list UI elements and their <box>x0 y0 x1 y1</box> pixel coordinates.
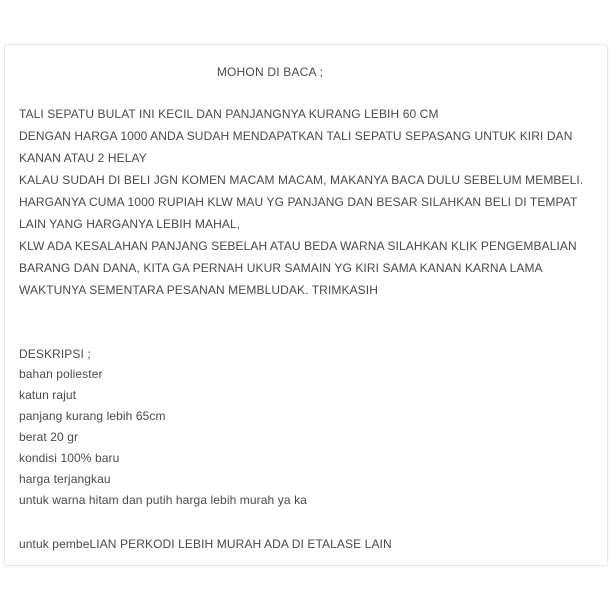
description-line: harga terjangkau <box>19 472 111 486</box>
notice-line: KLW ADA KESALAHAN PANJANG SEBELAH ATAU BEDA WARNA SILAHKAN KLIK PENGEMBALIAN <box>19 239 577 253</box>
footer-note: untuk pembeLIAN PERKODI LEBIH MURAH ADA DI ETALASE LAIN <box>19 537 392 551</box>
description-line: kondisi 100% baru <box>19 451 120 465</box>
notice-line: KALAU SUDAH DI BELI JGN KOMEN MACAM MACAM, MAKANYA BACA DULU SEBELUM MEMBELI. <box>19 173 584 187</box>
notice-line: WAKTUNYA SEMENTARA PESANAN MEMBLUDAK. TRIMKASIH <box>19 283 378 297</box>
notice-line: BARANG DAN DANA, KITA GA PERNAH UKUR SAMAIN YG KIRI SAMA KANAN KARNA LAMA <box>19 261 543 275</box>
notice-line: TALI SEPATU BULAT INI KECIL DAN PANJANGNYA KURANG LEBIH 60 CM <box>19 107 439 121</box>
description-line: bahan poliester <box>19 367 103 381</box>
description-line: katun rajut <box>19 388 77 402</box>
description-line: berat 20 gr <box>19 430 79 444</box>
notice-line: DENGAN HARGA 1000 ANDA SUDAH MENDAPATKAN TALI SEPATU SEPASANG UNTUK KIRI DAN <box>19 129 573 143</box>
description-heading: DESKRIPSI ; <box>19 347 91 361</box>
notice-title: MOHON DI BACA ; <box>216 65 324 79</box>
description-line: untuk warna hitam dan putih harga lebih murah ya ka <box>19 493 307 507</box>
product-description-card <box>4 44 608 566</box>
description-line: panjang kurang lebih 65cm <box>19 409 166 423</box>
notice-line: HARGANYA CUMA 1000 RUPIAH KLW MAU YG PANJANG DAN BESAR SILAHKAN BELI DI TEMPAT <box>19 195 578 209</box>
notice-line: LAIN YANG HARGANYA LEBIH MAHAL, <box>19 217 241 231</box>
notice-line: KANAN ATAU 2 HELAY <box>19 151 147 165</box>
